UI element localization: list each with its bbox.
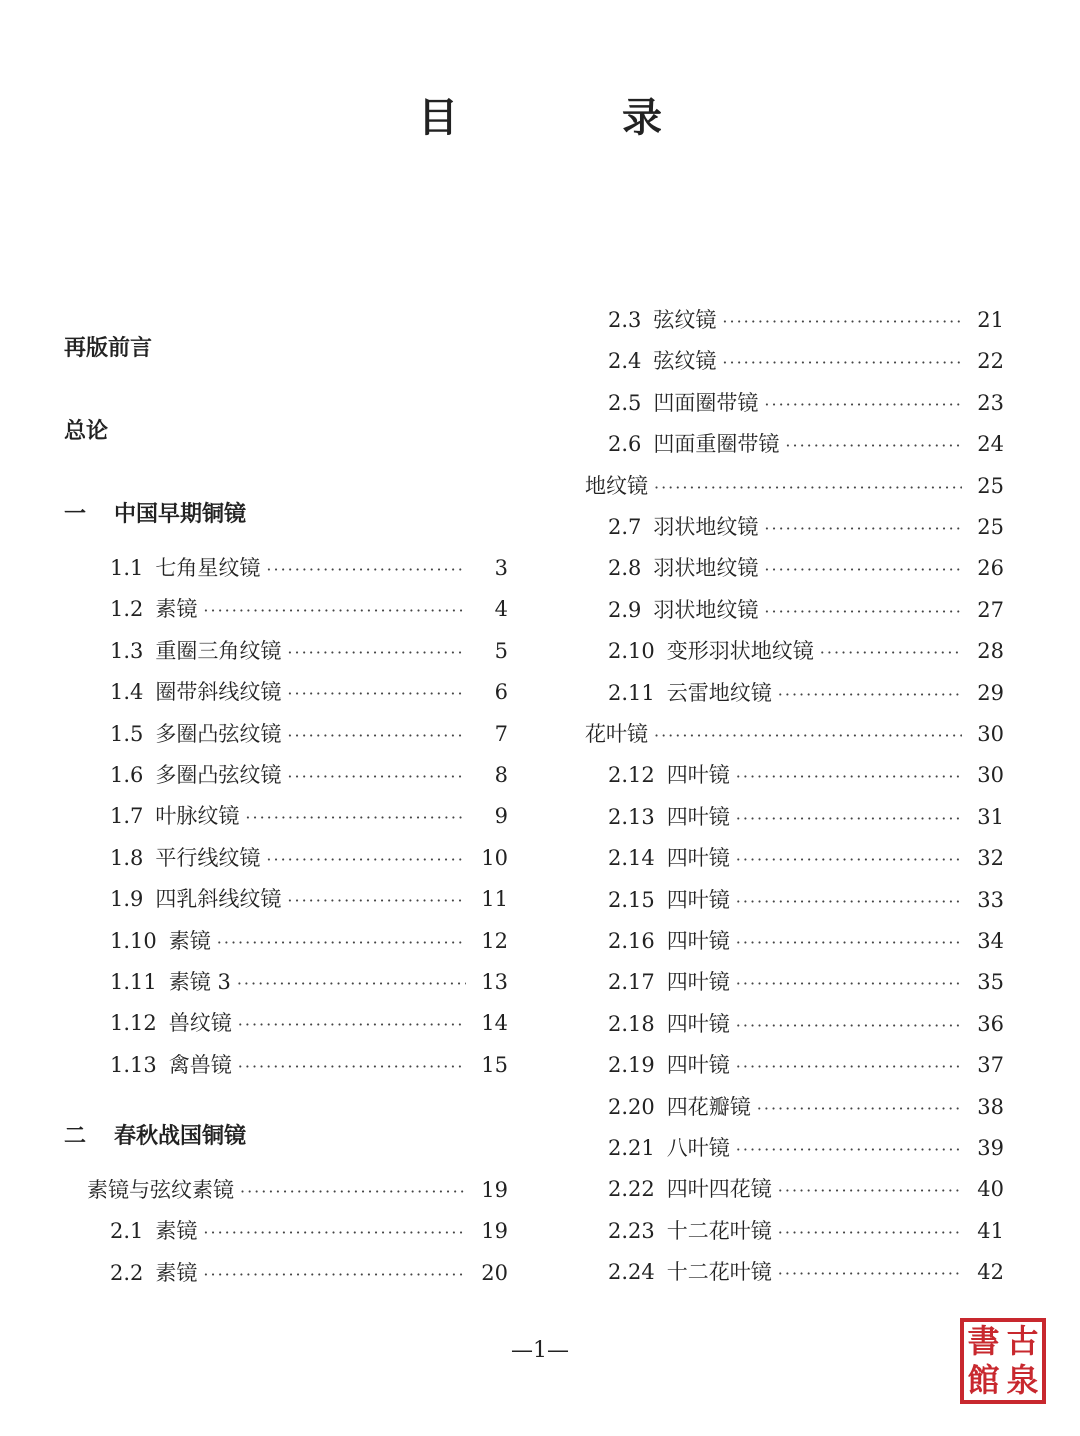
toc-entry-label: [110, 719, 287, 749]
heading-text: 中国早期铜镜: [114, 502, 247, 527]
toc-entry-title: 叶脉纹镜: [155, 804, 240, 829]
toc-entry-label: [608, 967, 736, 997]
toc-entry: [585, 471, 1004, 501]
toc-entry-label: [110, 884, 287, 914]
toc-entry-label: [110, 1216, 203, 1246]
toc-entry: [110, 1008, 508, 1038]
toc-entry: [608, 346, 1004, 376]
toc-entry-title: 素镜 3: [168, 970, 231, 994]
toc-entry-page: 39: [977, 1136, 1004, 1160]
toc-entry-label: [110, 1008, 238, 1038]
toc-entry-title: 四叶镜: [666, 1011, 730, 1036]
dot-leader: [203, 1260, 466, 1290]
seal-char: 泉: [1006, 1361, 1039, 1399]
toc-entry-page: 28: [977, 639, 1004, 664]
toc-entry-label: [585, 719, 654, 749]
toc-entry-title: 羽状地纹镜: [653, 556, 759, 581]
dot-leader: [778, 1259, 962, 1289]
toc-entry-title: 素镜: [168, 928, 211, 953]
toc-entry-title: 四花瓣镜: [666, 1094, 751, 1119]
toc-entry-number: 1.3: [110, 638, 144, 663]
toc-entry-page: 34: [977, 929, 1004, 953]
seal-char: 館: [967, 1361, 1000, 1399]
toc-entry-number: 2.16: [608, 929, 655, 953]
toc-entry-number: 2.2: [110, 1260, 144, 1285]
toc-entry-title: 八叶镜: [666, 1136, 730, 1160]
toc-entry-title: 素镜: [155, 1219, 198, 1244]
toc-entry-page: 21: [977, 308, 1004, 332]
toc-entry-number: 1.7: [110, 804, 144, 829]
toc-entry-title: 圈带斜线纹镜: [155, 680, 282, 705]
toc-entry: [585, 719, 1004, 749]
toc-entry-number: 2.24: [608, 1260, 655, 1285]
toc-entry-label: [110, 677, 287, 707]
toc-entry-page: 27: [977, 597, 1004, 622]
toc-entry-page: 25: [977, 515, 1004, 539]
dot-leader: [287, 762, 466, 792]
toc-entry: [110, 884, 508, 914]
toc-entry: [110, 1258, 508, 1288]
toc-entry-number: 2.18: [608, 1011, 655, 1036]
toc-entry-page: 19: [481, 1178, 508, 1202]
dot-leader: [764, 597, 962, 627]
toc-entry-title: 素镜: [155, 597, 198, 622]
toc-entry-label: [110, 843, 266, 873]
section-heading-2: [64, 1122, 246, 1152]
toc-entry-number: 2.15: [608, 887, 655, 912]
toc-entry-page: 38: [977, 1094, 1004, 1119]
toc-entry-label: [110, 1258, 203, 1288]
toc-entry-title: 重圈三角纹镜: [155, 638, 282, 663]
toc-entry-number: 1.8: [110, 845, 144, 870]
toc-entry-number: 1.6: [110, 763, 144, 787]
toc-entry-number: 2.11: [608, 680, 655, 705]
toc-entry-page: 3: [494, 556, 508, 580]
dot-leader: [764, 514, 962, 544]
dot-leader: [820, 638, 962, 668]
toc-entry-page: 26: [977, 556, 1004, 581]
dot-leader: [764, 555, 962, 585]
toc-entry-title: 四叶镜: [666, 763, 730, 788]
heading-number: 一: [64, 502, 87, 527]
toc-entry-title: 四叶镜: [666, 929, 730, 953]
toc-entry: [608, 595, 1004, 625]
toc-entry-title: 花叶镜: [585, 722, 648, 746]
toc-entry-title: 羽状地纹镜: [653, 515, 759, 539]
toc-entry: [608, 1133, 1004, 1163]
toc-entry-page: 25: [977, 473, 1004, 498]
seal-char: 書: [967, 1322, 1000, 1360]
toc-entry: [608, 1092, 1004, 1122]
toc-entry-number: 2.3: [608, 308, 642, 332]
toc-entry-number: 2.12: [608, 763, 655, 788]
toc-entry-title: 七角星纹镜: [155, 556, 261, 580]
toc-entry-number: 1.12: [110, 1011, 157, 1036]
toc-entry: [110, 926, 508, 956]
toc-entry-label: [608, 926, 736, 956]
toc-entry-number: 2.10: [608, 639, 655, 664]
toc-entry-number: 2.1: [110, 1219, 144, 1244]
toc-entry: [110, 677, 508, 707]
toc-entry: [608, 429, 1004, 459]
page-title: 目 录: [418, 94, 724, 141]
dot-leader: [237, 969, 466, 999]
toc-entry-page: 36: [977, 1011, 1004, 1036]
toc-entry: [608, 678, 1004, 708]
toc-entry-number: 1.13: [110, 1052, 157, 1077]
dot-leader: [266, 845, 466, 875]
toc-entry: [110, 1050, 508, 1080]
section-heading-1: [64, 500, 246, 530]
toc-entry-label: [608, 595, 764, 625]
toc-entry-label: [608, 1174, 778, 1204]
toc-entry: [110, 967, 508, 997]
toc-entry-label: [608, 346, 722, 376]
toc-entry-title: 素镜与弦纹素镜: [87, 1178, 234, 1202]
toc-entry-page: 23: [977, 390, 1004, 415]
seal-char: 古: [1006, 1322, 1039, 1360]
toc-entry-number: 1.11: [110, 970, 157, 994]
toc-entry-title: 四叶镜: [666, 1053, 730, 1078]
toc-entry-page: 33: [977, 887, 1004, 912]
toc-entry-label: [608, 1216, 778, 1246]
toc-entry-number: 2.4: [608, 349, 642, 374]
toc-entry-title: 十二花叶镜: [666, 1218, 772, 1243]
dot-leader: [238, 1052, 466, 1082]
dot-leader: [736, 1011, 962, 1041]
toc-entry-page: 24: [977, 432, 1004, 457]
toc-entry-label: [608, 678, 778, 708]
dot-leader: [764, 390, 962, 420]
toc-entry-number: 1.4: [110, 680, 144, 705]
dot-leader: [245, 803, 466, 833]
toc-entry-number: 2.14: [608, 846, 655, 871]
toc-entry: [110, 553, 508, 583]
dot-leader: [266, 555, 466, 585]
toc-entry-number: 2.13: [608, 804, 655, 829]
toc-entry-title: 四叶镜: [666, 804, 730, 829]
dot-leader: [217, 928, 466, 958]
page-number: —1—: [511, 1338, 569, 1363]
dot-leader: [287, 679, 466, 709]
toc-entry-page: 10: [481, 845, 508, 870]
toc-entry: [608, 760, 1004, 790]
toc-entry: [608, 553, 1004, 583]
toc-entry-label: [87, 1175, 240, 1205]
toc-entry-label: [608, 553, 764, 583]
toc-entry-page: 7: [494, 721, 508, 746]
toc-entry-label: [608, 305, 722, 335]
toc-entry-number: 2.7: [608, 515, 642, 539]
toc-entry-title: 弦纹镜: [653, 308, 717, 332]
toc-entry-title: 多圈凸弦纹镜: [155, 721, 282, 746]
toc-entry-label: [608, 843, 736, 873]
toc-entry-page: 41: [977, 1218, 1004, 1243]
toc-entry-label: [608, 1009, 736, 1039]
toc-entry-title: 兽纹镜: [168, 1011, 232, 1036]
toc-entry-label: [110, 926, 217, 956]
dot-leader: [785, 431, 962, 461]
toc-entry: [608, 1257, 1004, 1287]
toc-entry: [608, 1050, 1004, 1080]
toc-entry-number: 2.9: [608, 597, 642, 622]
dot-leader: [757, 1094, 962, 1124]
dot-leader: [736, 928, 962, 958]
toc-entry: [608, 305, 1004, 335]
toc-entry-title: 变形羽状地纹镜: [666, 639, 814, 664]
toc-entry-number: 2.22: [608, 1177, 655, 1202]
toc-entry-label: [608, 512, 764, 542]
toc-entry-title: 平行线纹镜: [155, 845, 261, 870]
toc-entry: [110, 594, 508, 624]
toc-entry-label: [608, 636, 820, 666]
dot-leader: [736, 804, 962, 834]
toc-entry-label: [110, 760, 287, 790]
toc-entry-page: 30: [977, 722, 1004, 746]
toc-entry-label: [608, 1050, 736, 1080]
toc-entry-title: 弦纹镜: [653, 349, 717, 374]
toc-entry: [608, 926, 1004, 956]
toc-entry: [608, 636, 1004, 666]
toc-entry-number: 2.21: [608, 1136, 655, 1160]
toc-entry-title: 羽状地纹镜: [653, 597, 759, 622]
toc-entry-title: 四叶镜: [666, 846, 730, 871]
toc-entry-title: 地纹镜: [585, 473, 648, 498]
toc-entry-label: [110, 1050, 238, 1080]
dot-leader: [238, 1010, 466, 1040]
toc-entry: [608, 512, 1004, 542]
toc-entry-label: [110, 553, 266, 583]
heading-number: 二: [64, 1124, 87, 1149]
dot-leader: [778, 1218, 962, 1248]
toc-entry-page: 35: [977, 970, 1004, 995]
toc-entry-number: 2.20: [608, 1094, 655, 1119]
dot-leader: [736, 845, 962, 875]
toc-entry-title: 凹面重圈带镜: [653, 432, 780, 457]
toc-entry: [608, 843, 1004, 873]
toc-entry-number: 1.5: [110, 721, 144, 746]
dot-leader: [736, 762, 962, 792]
dot-leader: [736, 887, 962, 917]
toc-entry-page: 19: [481, 1219, 508, 1244]
toc-entry-number: 2.6: [608, 432, 642, 457]
dot-leader: [654, 473, 962, 503]
toc-entry-number: 1.9: [110, 887, 144, 912]
section-heading-preface: [64, 334, 152, 364]
toc-entry-label: [110, 594, 203, 624]
toc-entry: [608, 967, 1004, 997]
dot-leader: [287, 638, 466, 668]
toc-entry-number: 1.2: [110, 597, 144, 622]
toc-entry-title: 四叶四花镜: [666, 1177, 772, 1202]
toc-entry-page: 20: [481, 1260, 508, 1285]
toc-entry-number: 2.23: [608, 1218, 655, 1243]
toc-entry-title: 禽兽镜: [168, 1052, 232, 1077]
toc-entry-label: [608, 760, 736, 790]
toc-entry-page: 6: [494, 680, 508, 705]
dot-leader: [736, 969, 962, 999]
toc-entry-page: 12: [481, 928, 508, 953]
toc-entry-page: 37: [977, 1053, 1004, 1078]
toc-entry-page: 5: [494, 638, 508, 663]
toc-entry: [608, 388, 1004, 418]
heading-text: 总论: [64, 419, 109, 444]
toc-entry-title: 云雷地纹镜: [666, 680, 772, 705]
toc-entry-label: [608, 802, 736, 832]
toc-entry-label: [110, 801, 245, 831]
dot-leader: [654, 721, 962, 751]
toc-entry: [110, 1216, 508, 1246]
toc-entry-page: 13: [481, 970, 508, 994]
toc-entry: [608, 885, 1004, 915]
toc-entry-label: [608, 885, 736, 915]
toc-entry: [608, 1216, 1004, 1246]
toc-entry-title: 素镜: [155, 1260, 198, 1285]
toc-entry-page: 32: [977, 846, 1004, 871]
toc-entry-title: 十二花叶镜: [666, 1260, 772, 1285]
toc-entry-title: 四乳斜线纹镜: [155, 887, 282, 912]
toc-entry-label: [608, 429, 785, 459]
dot-leader: [736, 1052, 962, 1082]
toc-entry-page: 11: [481, 887, 508, 912]
heading-text: 春秋战国铜镜: [114, 1124, 247, 1149]
dot-leader: [287, 721, 466, 751]
toc-entry-label: [110, 967, 237, 997]
toc-entry-page: 42: [977, 1260, 1004, 1285]
toc-entry-page: 40: [977, 1177, 1004, 1202]
toc-entry: [110, 719, 508, 749]
heading-text: 再版前言: [64, 336, 153, 361]
toc-entry: [608, 1174, 1004, 1204]
toc-entry: [110, 760, 508, 790]
section-heading-general: [64, 417, 108, 447]
toc-entry-title: 凹面圈带镜: [653, 390, 759, 415]
toc-entry-label: [608, 1092, 757, 1122]
toc-entry-label: [110, 636, 287, 666]
dot-leader: [287, 886, 466, 916]
toc-entry-page: 29: [977, 680, 1004, 705]
toc-entry-page: 22: [977, 349, 1004, 374]
toc-entry: [110, 801, 508, 831]
toc-entry-number: 1.10: [110, 928, 157, 953]
toc-entry-title: 四叶镜: [666, 970, 730, 995]
dot-leader: [736, 1135, 962, 1165]
dot-leader: [203, 596, 466, 626]
toc-entry-number: 1.1: [110, 556, 144, 580]
toc-entry-page: 31: [977, 804, 1004, 829]
toc-entry-label: [608, 1133, 736, 1163]
toc-entry-title: 多圈凸弦纹镜: [155, 763, 282, 787]
toc-entry-number: 2.8: [608, 556, 642, 581]
toc-entry-page: 9: [494, 804, 508, 829]
toc-entry-page: 15: [481, 1052, 508, 1077]
toc-entry-label: [608, 388, 764, 418]
dot-leader: [240, 1177, 466, 1207]
toc-entry-number: 2.17: [608, 970, 655, 995]
toc-entry-label: [585, 471, 654, 501]
toc-entry: [87, 1175, 508, 1205]
toc-entry-number: 2.19: [608, 1053, 655, 1078]
toc-entry: [110, 636, 508, 666]
toc-entry-title: 四叶镜: [666, 887, 730, 912]
toc-entry-page: 30: [977, 763, 1004, 788]
dot-leader: [778, 1176, 962, 1206]
toc-entry: [608, 1009, 1004, 1039]
toc-entry-page: 8: [494, 763, 508, 787]
toc-entry-label: [608, 1257, 778, 1287]
dot-leader: [722, 348, 962, 378]
dot-leader: [778, 680, 962, 710]
seal-stamp: [960, 1318, 1046, 1404]
toc-entry-number: 2.5: [608, 390, 642, 415]
toc-entry: [608, 802, 1004, 832]
toc-entry-page: 14: [481, 1011, 508, 1036]
toc-entry: [110, 843, 508, 873]
toc-entry-page: 4: [494, 597, 508, 622]
dot-leader: [722, 307, 962, 337]
dot-leader: [203, 1218, 466, 1248]
